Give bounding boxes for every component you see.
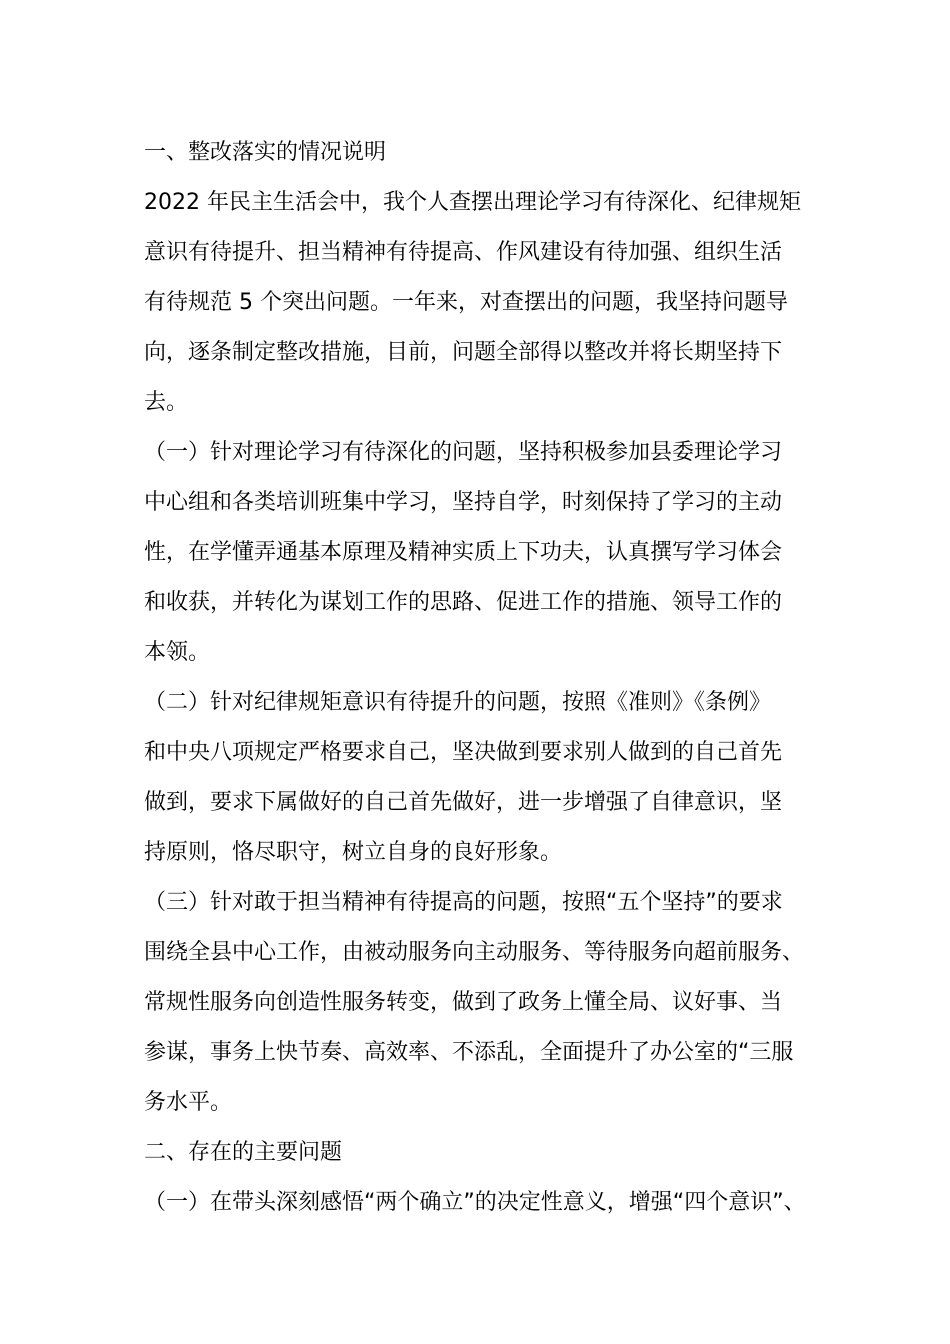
item1-line-1: （一）针对理论学习有待深化的问题，坚持积极参加县委理论学习 (144, 440, 783, 465)
item1-line-5: 本领。 (144, 640, 211, 665)
item3-line-1: （三）针对敢于担当精神有待提高的问题，按照“五个坚持”的要求 (144, 890, 783, 915)
item2-line-3: 做到，要求下属做好的自己首先做好，进一步增强了自律意识，坚 (144, 790, 783, 815)
item3-line-3: 常规性服务向创造性服务转变，做到了政务上懂全局、议好事、当 (144, 990, 783, 1015)
intro-line-3: 有待规范 5 个突出问题。一年来，对查摆出的问题，我坚持问题导 (144, 290, 788, 315)
section-heading-2: 二、存在的主要问题 (144, 1140, 343, 1165)
item2-line-4: 持原则，恪尽职守，树立自身的良好形象。 (144, 840, 563, 865)
section2-item1-line-1: （一）在带头深刻感悟“两个确立”的决定性意义，增强“四个意识”、 (144, 1190, 806, 1215)
item3-line-2: 围绕全县中心工作，由被动服务向主动服务、等待服务向超前服务、 (144, 940, 805, 965)
intro-line-5: 去。 (144, 390, 189, 415)
item2-line-2: 和中央八项规定严格要求自己，坚决做到要求别人做到的自己首先 (144, 740, 783, 765)
section-heading-1: 一、整改落实的情况说明 (144, 140, 387, 165)
item1-line-3: 性，在学懂弄通基本原理及精神实质上下功夫，认真撰写学习体会 (144, 540, 783, 565)
item1-line-2: 中心组和各类培训班集中学习，坚持自学，时刻保持了学习的主动 (144, 490, 783, 515)
intro-line-1: 2022 年民主生活会中，我个人查摆出理论学习有待深化、纪律规矩 (144, 190, 801, 215)
item2-line-1: （二）针对纪律规矩意识有待提升的问题，按照《准则》《条例》 (144, 690, 772, 715)
intro-line-4: 向，逐条制定整改措施，目前，问题全部得以整改并将长期坚持下 (144, 340, 783, 365)
intro-line-2: 意识有待提升、担当精神有待提高、作风建设有待加强、组织生活 (144, 240, 783, 265)
item3-line-5: 务水平。 (144, 1090, 233, 1115)
item3-line-4: 参谋，事务上快节奏、高效率、不添乱，全面提升了办公室的“三服 (144, 1040, 794, 1065)
document-body (144, 128, 824, 1228)
item1-line-4: 和收获，并转化为谋划工作的思路、促进工作的措施、领导工作的 (144, 590, 783, 615)
